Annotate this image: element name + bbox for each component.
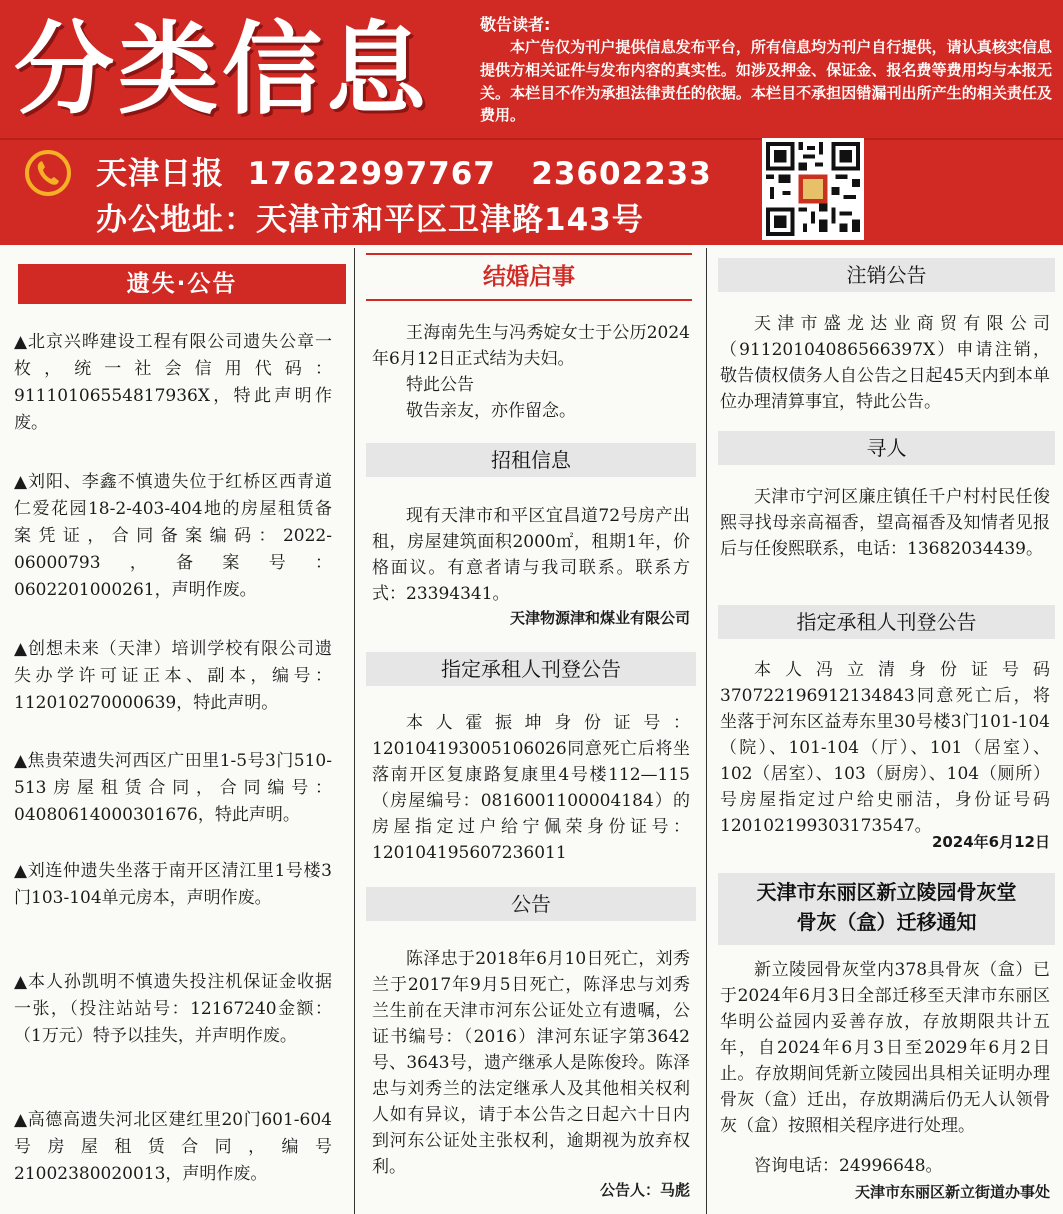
- lessee2-body: 本人冯立清身份证号码370722196912134843同意死亡后，将坐落于河东区益寿东里30号楼3门101-104（院）、101-104（厅）、101（居室）、102（居室）、103（厨房）、104（厕所）号房屋指定过户给史丽洁，身份证号码120102199303173547。: [720, 660, 1050, 836]
- section-heading-announcement: 公告: [366, 887, 696, 921]
- column-right: [706, 245, 1063, 1214]
- header-banner: [0, 0, 1063, 245]
- lost-notice: ▲高德高遗失河北区建红里20门601-604号房屋租赁合同，编号21002380020013，声明作废。: [14, 1110, 332, 1184]
- wedding-body: [372, 320, 690, 424]
- section-heading-lessee: 指定承租人刊登公告: [366, 652, 696, 686]
- notice-title: 敬告读者:: [480, 15, 551, 34]
- header-divider: [0, 138, 1063, 140]
- wedding-para: 王海南先生与冯秀婝女士于公历2024年6月12日正式结为夫妇。: [372, 323, 690, 369]
- masthead-title: 分类信息: [14, 11, 430, 128]
- lessee2-date: 2024年6月12日: [931, 833, 1050, 851]
- phone-icon: [24, 149, 72, 197]
- paper-name: 天津日报: [96, 156, 224, 192]
- relocation-body: 新立陵园骨灰堂内378具骨灰（盒）已于2024年6月3日全部迁移至天津市东丽区华明公益园内妥善存放，存放期限共计五年，自2024年6月3日至2029年6月2日止。存放期间凭新立陵园出具相关证明办理骨灰（盒）迁出，存放期满后仍无人认领骨灰（盒）按照相关程序进行处理。: [720, 960, 1050, 1136]
- section-heading-wedding: 结婚启事: [366, 253, 692, 301]
- lost-notice: ▲焦贵荣遗失河西区广田里1-5号3门510-513房屋租赁合同，合同编号：04080614000301676，特此声明。: [14, 751, 332, 825]
- qr-code-icon: [762, 138, 864, 240]
- relocation-signer: 天津市东丽区新立街道办事处: [854, 1183, 1050, 1201]
- rental-signer: 天津物源津和煤业有限公司: [509, 609, 690, 627]
- section-heading-lost: 遗失·公告: [18, 264, 346, 304]
- lost-notice: ▲本人孙凯明不慎遗失投注机保证金收据一张，（投注站站号：12167240金额：（1万元）特予以挂失，并声明作废。: [14, 972, 332, 1046]
- lessee-body: 本人霍振坤身份证号：120104193005106026同意死亡后将坐落南开区复康路复康里4号楼112—115（房屋编号：0816001100004184）的房屋指定过户给宁佩荣身份证号：120104195607236011: [372, 713, 690, 863]
- relocation-heading-line1: 天津市东丽区新立陵园骨灰堂: [756, 880, 1017, 904]
- relocation-heading-line2: 骨灰（盒）迁移通知: [796, 910, 977, 934]
- lost-notice: ▲刘连仲遗失坐落于南开区清江里1号楼3门103-104单元房本，声明作废。: [14, 861, 332, 908]
- office-address: 办公地址：天津市和平区卫津路143号: [96, 202, 644, 238]
- announcement-signer: 公告人：马彪: [599, 1181, 690, 1199]
- phone-number-1: 17622997767: [247, 156, 496, 192]
- column-lost-notices: [0, 245, 354, 1214]
- section-heading-rental: 招租信息: [366, 443, 696, 477]
- wedding-para: 敬告亲友，亦作留念。: [406, 401, 576, 421]
- relocation-consult: 咨询电话：24996648。: [754, 1156, 943, 1176]
- announcement-body: 陈泽忠于2018年6月10日死亡，刘秀兰于2017年9月5日死亡，陈泽忠与刘秀兰生前在天津市河东公证处立有遗嘱，公证书编号：（2016）津河东证字第3642号、3643号，遗产继承人是陈俊玲。陈泽忠与刘秀兰的法定继承人及其他相关权利人如有异议，请于本公告之日起六十日内到河东公证处主张权利，逾期视为放弃权利。: [372, 949, 690, 1177]
- section-heading-search: 寻人: [718, 431, 1055, 465]
- notice-body: 本广告仅为刊户提供信息发布平台，所有信息均为刊户自行提供，请认真核实信息提供方相关证件与发布内容的真实性。如涉及押金、保证金、报名费等费用均与本报无关。本栏目不作为承担法律责任的依据。本栏目不承担因错漏刊出所产生的相关责任及费用。: [480, 38, 1052, 125]
- section-heading-cancel: 注销公告: [718, 258, 1055, 292]
- lost-notice: ▲创想未来（天津）培训学校有限公司遗失办学许可证正本、副本，编号：112010270000639，特此声明。: [14, 639, 332, 713]
- wedding-para: 特此公告: [406, 375, 474, 395]
- section-heading-lessee-2: 指定承租人刊登公告: [718, 605, 1055, 639]
- contact-line: [96, 148, 712, 193]
- phone-number-2: 23602233: [531, 156, 712, 192]
- search-body: 天津市宁河区廉庄镇任千户村村民任俊熙寻找母亲高福香，望高福香及知情者见报后与任俊熙联系，电话：13682034439。: [720, 487, 1050, 559]
- lost-notice: ▲北京兴晔建设工程有限公司遗失公章一枚，统一社会信用代码：91110106554817936X，特此声明作废。: [14, 332, 332, 433]
- section-heading-relocation: [718, 873, 1055, 945]
- lost-notice: ▲刘阳、李鑫不慎遗失位于红桥区西青道仁爱花园18-2-403-404地的房屋租赁备案凭证，合同备案编码：2022-06000793，备案号：0602201000261，声明作废。: [14, 472, 332, 600]
- column-middle: [354, 245, 706, 1214]
- cancel-body: 天津市盛龙达业商贸有限公司（91120104086566397X）申请注销，敬告债权债务人自公告之日起45天内到本单位办理清算事宜，特此公告。: [720, 314, 1050, 412]
- rental-body: 现有天津市和平区宜昌道72号房产出租，房屋建筑面积2000㎡，租期1年，价格面议。有意者请与我司联系。联系方式：23394341。: [372, 506, 690, 604]
